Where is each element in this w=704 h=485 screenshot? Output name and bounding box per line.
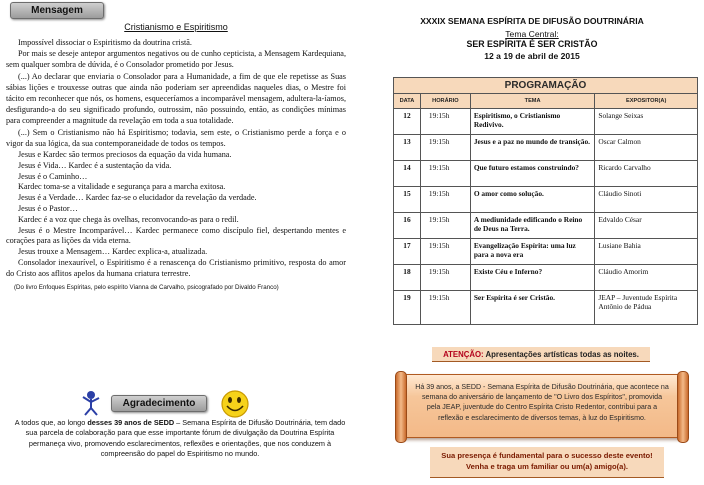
row-time: 19:15h (420, 135, 470, 161)
row-day: 18 (394, 265, 421, 291)
paragraph: Por mais se deseje antepor argumentos negativos ou de cunho cepticista, a Mensagem Kardequiana, sem qualquer sombra de dúvida, é o Consolador prometido por Jesus. (6, 48, 346, 69)
paragraph-line: Kardec é a voz que chega às ovelhas, reconvocando-as para o redil. (18, 214, 239, 224)
thinking-figure-icon (80, 390, 102, 416)
column-header: DATA (394, 94, 421, 109)
paragraph-line: Jesus e Kardec são termos preciosos da equação da vida humana. (18, 149, 232, 159)
row-day: 15 (394, 187, 421, 213)
row-day: 17 (394, 239, 421, 265)
invitation-line: Sua presença é fundamental para o sucesso deste evento! (441, 451, 653, 460)
table-row (394, 187, 698, 213)
paragraph-line: Jesus é a Verdade… Kardec faz-se o elucidador da revelação da verdade. (18, 193, 257, 203)
article-title (0, 22, 352, 32)
column-header: HORÁRIO (420, 94, 470, 109)
paragraph: (...) Sem o Cristianismo não há Espiritismo; todavia, sem este, o Cristianismo perde a força e o vigor da sua lógica, da sua contemporaneidade de todos os tempos. (6, 128, 346, 149)
row-speaker: Cláudio Sinoti (595, 187, 698, 213)
row-speaker: Lusiane Bahia (595, 239, 698, 265)
history-scroll (402, 374, 682, 438)
invitation-banner (430, 447, 664, 478)
row-time: 19:15h (420, 291, 470, 325)
row-day: 13 (394, 135, 421, 161)
row-topic: Evangelização Espírita: uma luz para a nova era (470, 239, 595, 265)
row-time: 19:15h (420, 239, 470, 265)
table-row (394, 239, 698, 265)
agradecimento-badge: Agradecimento (111, 395, 207, 412)
column-header: EXPOSITOR(A) (595, 94, 698, 109)
row-topic: Existe Céu e Inferno? (470, 265, 595, 291)
smiley-icon (219, 389, 251, 419)
row-day: 14 (394, 161, 421, 187)
row-day: 19 (394, 291, 421, 325)
program-title: PROGRAMAÇÃO (394, 78, 698, 94)
row-speaker: JEAP – Juventude Espírita Antônio de Pádua (595, 291, 698, 325)
row-time: 19:15h (420, 109, 470, 135)
row-time: 19:15h (420, 213, 470, 239)
paragraph: (...) Ao declarar que enviaria o Consolador para a Humanidade, a fim de que ele repetisse as Suas sábias lições e trouxesse outras que ainda não poderiam ser apreendidas naqueles dias, o Mestre foi tácito em reconhecer que nós, os homens, esqueceríamos a incomparável mensagem, adultera-la-íamos, desfigurando-a do seu significado profundo, outrossim, não possuindo, então, as condições mínimas para compreender a magnitude da revelação em toda a sua totalidade. (6, 72, 346, 125)
row-time: 19:15h (420, 161, 470, 187)
paragraph: Jesus é o Mestre Incomparável… Kardec permanece como discípulo fiel, despertando mentes e corações para as lições da vida eterna. (6, 225, 346, 246)
paragraph: Consolador inexaurível, o Espiritismo é a renascença do Cristianismo primitivo, resposta do amor do Cristo aos aflitos apelos da humana criatura terrestre. (6, 257, 346, 278)
row-day: 16 (394, 213, 421, 239)
row-topic: Ser Espírita é ser Cristão. (470, 291, 595, 325)
table-row (394, 109, 698, 135)
event-title: XXXIX SEMANA ESPÍRITA DE DIFUSÃO DOUTRINÁRIA (420, 16, 644, 26)
table-row (394, 291, 698, 325)
paragraph-line: Jesus trouxe a Mensagem… Kardec explica-a, atualizada. (18, 247, 208, 257)
article-body (6, 38, 346, 292)
program-table (393, 77, 698, 325)
article-title-text: Cristianismo e Espiritismo (124, 22, 228, 32)
table-row (394, 135, 698, 161)
row-topic: Jesus e a paz no mundo de transição. (470, 135, 595, 161)
mensagem-badge: Mensagem (10, 2, 104, 19)
row-speaker: Ricardo Carvalho (595, 161, 698, 187)
table-row (394, 213, 698, 239)
source-credit: (Do livro Enfoques Espíritas, pelo espírito Vianna de Carvalho, psicografado por Divaldo Franco) (14, 283, 279, 291)
paragraph-line: Kardec toma-se a vitalidade e segurança para a marcha exitosa. (18, 182, 226, 192)
paragraph-line: Jesus é o Pastor… (18, 203, 78, 213)
paragraph-line: Jesus é Vida… Kardec é a sustentação da vida. (18, 160, 172, 170)
row-speaker: Oscar Calmon (595, 135, 698, 161)
row-time: 19:15h (420, 265, 470, 291)
row-speaker: Cláudio Amorim (595, 265, 698, 291)
invitation-line: Venha e traga um familiar ou um(a) amigo(a). (465, 461, 629, 471)
table-row (394, 161, 698, 187)
table-row (394, 265, 698, 291)
row-speaker: Edvaldo César (595, 213, 698, 239)
attention-banner: ATENÇÃO: Apresentações artísticas todas as noites. (432, 347, 650, 362)
paragraph-line: Jesus é o Caminho… (18, 171, 88, 181)
paragraph: Impossível dissociar o Espiritismo da doutrina cristã. (18, 38, 192, 47)
event-dates: 12 a 19 de abril de 2015 (484, 51, 580, 61)
row-topic: Espiritismo, o Cristianismo Redivivo. (470, 109, 595, 135)
row-topic: Que futuro estamos construindo? (470, 161, 595, 187)
row-day: 12 (394, 109, 421, 135)
row-topic: A mediunidade edificando o Reino de Deus na Terra. (470, 213, 595, 239)
history-text: Há 39 anos, a SEDD - Semana Espírita de Difusão Doutrinária, que acontece na semana do aniversário de lançamento de "O Livro dos Espíritos", promovida pela JEAP, juventude do Centro Espírita Cristo Redentor, contribui para a reflexão e esclarecimento de diversos temas, à luz do Espiritismo. (415, 383, 669, 422)
thanks-text: A todos que, ao longo desses 39 anos de SEDD – Semana Espírita de Difusão Doutrinária, tem dado sua parcela de colaboração para que esse importante fórum de divulgação da Doutrina Espírita permaneça vivo, promovendo esclarecimentos, reflexões e orientações, que nos conduzem à compreensão do papel do Espiritismo no mundo. (14, 418, 346, 459)
row-time: 19:15h (420, 187, 470, 213)
row-speaker: Solange Seixas (595, 109, 698, 135)
theme-title: SER ESPÍRITA É SER CRISTÃO (466, 39, 598, 49)
column-header: TEMA (470, 94, 595, 109)
row-topic: O amor como solução. (470, 187, 595, 213)
central-theme-label: Tema Central: (505, 29, 559, 39)
